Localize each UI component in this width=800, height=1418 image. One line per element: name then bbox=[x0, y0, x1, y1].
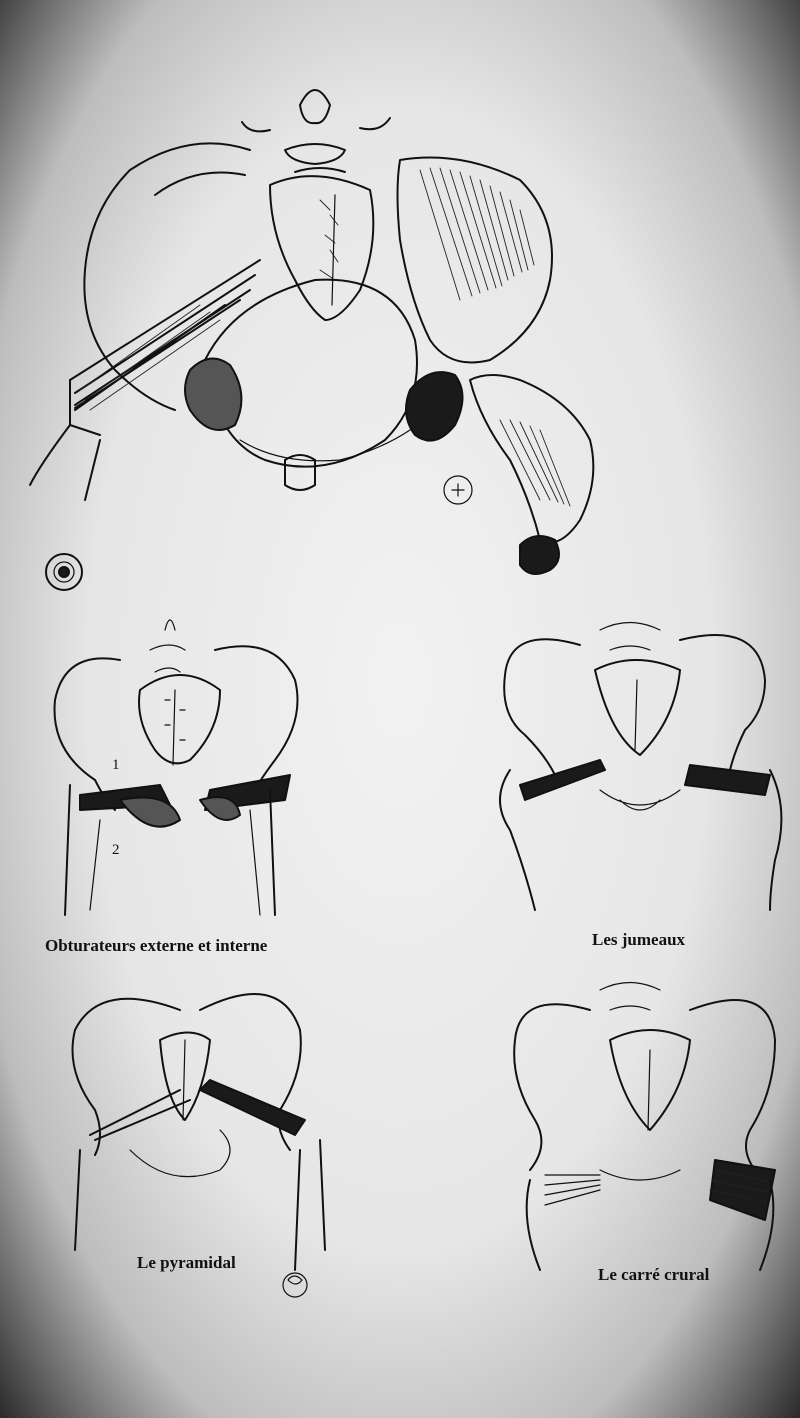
caption-obturators: Obturateurs externe et interne bbox=[45, 936, 268, 955]
marker-one: 1 bbox=[112, 757, 120, 773]
obturators-drawing bbox=[55, 620, 298, 915]
caption-gemelli: Les jumeaux bbox=[592, 930, 686, 949]
top-pelvis-drawing bbox=[30, 90, 593, 590]
marker-two: 2 bbox=[112, 842, 120, 858]
piriformis-drawing bbox=[73, 994, 326, 1297]
caption-quadratus: Le carré crural bbox=[598, 1265, 710, 1284]
caption-piriformis: Le pyramidal bbox=[137, 1253, 236, 1272]
gemelli-drawing bbox=[500, 623, 781, 911]
quadratus-drawing bbox=[514, 983, 775, 1271]
